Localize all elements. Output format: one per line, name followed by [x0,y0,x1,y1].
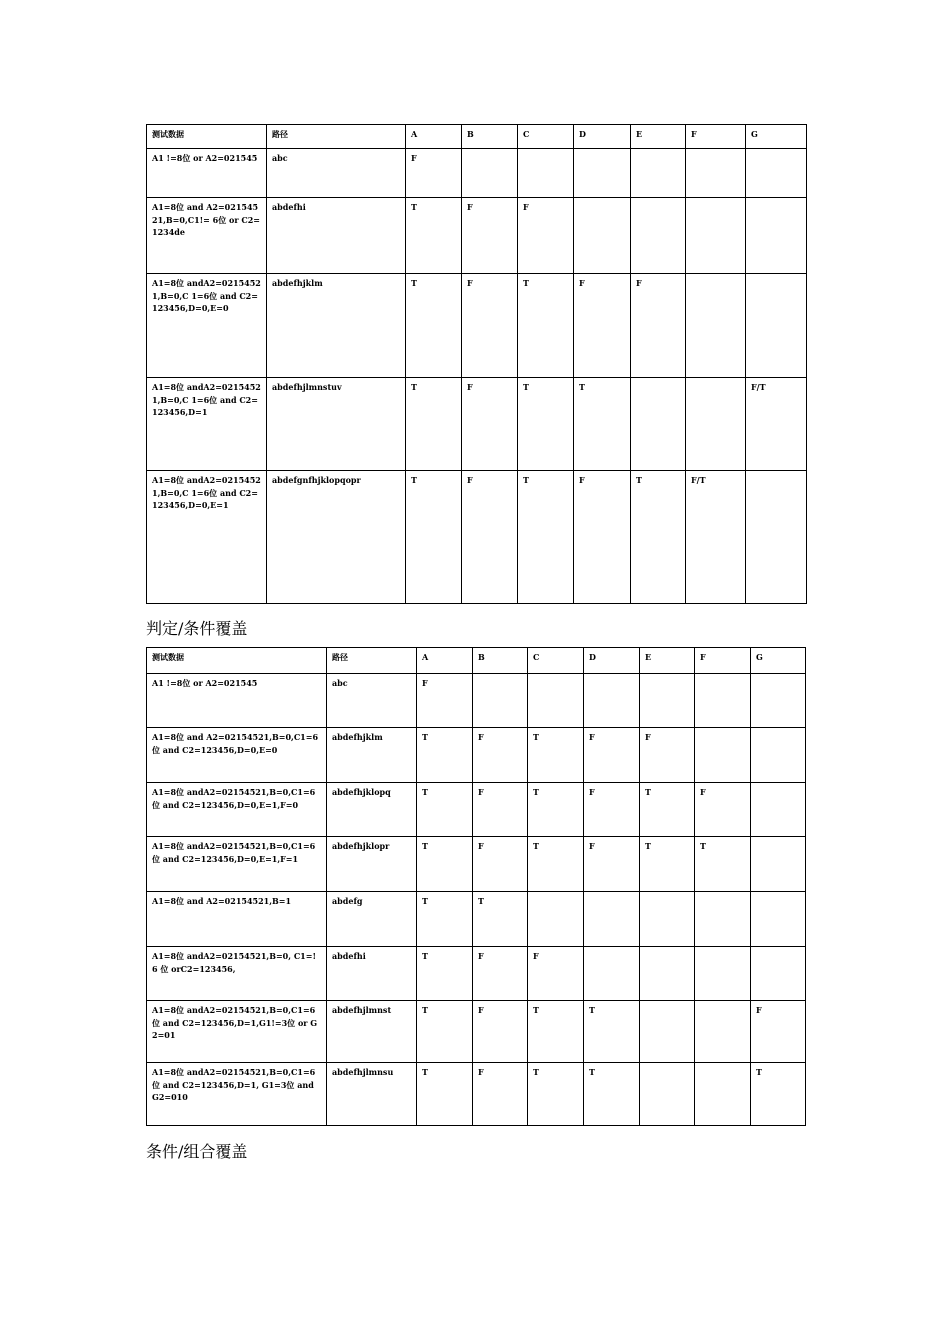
cell-g [746,198,807,274]
cell-b: T [473,892,528,947]
cell-e [640,674,695,728]
cell-g [746,471,807,604]
table-row [147,674,806,728]
cell-b: F [462,274,518,378]
cell-path: abdefhi [327,947,417,1001]
table-row [147,378,807,471]
cell-e [640,947,695,1001]
cell-test-data: A1=8位 andA2=02154521,B=0,C 1=6位 and C2=123456,D=1 [147,378,267,471]
header-cell-e: E [631,125,686,149]
header-cell-a: A [406,125,462,149]
cell-d: F [584,728,640,783]
cell-path: abc [267,149,406,198]
cell-g [751,947,806,1001]
header-cell-test-data: 测试数据 [147,125,267,149]
cell-path: abdefhjlmnstuv [267,378,406,471]
cell-e [631,149,686,198]
cell-c: T [518,471,574,604]
cell-d [584,674,640,728]
cell-test-data: A1=8位 and A2=02154521,B=1 [147,892,327,947]
table-row [147,837,806,892]
cell-e [631,198,686,274]
cell-c: T [518,274,574,378]
cell-a: T [406,274,462,378]
table-row [147,198,807,274]
cell-a: T [406,198,462,274]
cell-b: F [473,947,528,1001]
cell-a: F [417,674,473,728]
cell-f [686,378,746,471]
header-cell-path: 路径 [267,125,406,149]
cell-e: T [631,471,686,604]
cell-d [574,198,631,274]
cell-g [751,728,806,783]
cell-e: T [640,783,695,837]
caption-condition-combination-coverage: 条件/组合覆盖 [146,1142,248,1161]
cell-test-data: A1=8位 andA2=02154521,B=0,C 1=6位 and C2=123456,D=0,E=1 [147,471,267,604]
header-cell-test-data: 测试数据 [147,648,327,674]
cell-b: F [473,837,528,892]
header-cell-f: F [686,125,746,149]
cell-g [751,783,806,837]
cell-f [686,274,746,378]
header-cell-b: B [462,125,518,149]
header-cell-c: C [528,648,584,674]
cell-f [695,674,751,728]
cell-d [584,892,640,947]
table-row [147,892,806,947]
cell-d: T [574,378,631,471]
cell-d: F [584,783,640,837]
cell-d: T [584,1063,640,1126]
cell-path: abdefhjklopq [327,783,417,837]
cell-test-data: A1=8位 and A2=02154521,B=0,C1!= 6位 or C2=1234de [147,198,267,274]
cell-a: T [417,1063,473,1126]
cell-f [686,198,746,274]
cell-c [528,674,584,728]
cell-path: abdefhjklm [267,274,406,378]
header-row [147,125,807,149]
table-row [147,947,806,1001]
cell-c: T [528,1001,584,1063]
cell-b: F [462,378,518,471]
header-cell-b: B [473,648,528,674]
cell-g [746,274,807,378]
cell-g: F/T [746,378,807,471]
header-cell-g: G [746,125,807,149]
cell-e: T [640,837,695,892]
cell-g: F [751,1001,806,1063]
cell-b: F [462,198,518,274]
table-row [147,783,806,837]
cell-e [640,1063,695,1126]
cell-c: T [528,837,584,892]
cell-f [686,149,746,198]
cell-a: T [417,783,473,837]
cell-test-data: A1 !=8位 or A2=021545 [147,674,327,728]
cell-e: F [631,274,686,378]
cell-c: T [528,1063,584,1126]
cell-test-data: A1=8位 andA2=02154521,B=0,C1=6 位 and C2=123456,D=1, G1=3位 and G2=010 [147,1063,327,1126]
cell-path: abdefg [327,892,417,947]
cell-d: F [584,837,640,892]
cell-e [640,1001,695,1063]
cell-a: T [417,947,473,1001]
caption-decision-condition-coverage: 判定/条件覆盖 [146,619,248,638]
cell-d: F [574,471,631,604]
cell-g [751,674,806,728]
cell-test-data: A1=8位 andA2=02154521,B=0,C1=6 位 and C2=123456,D=1,G1!=3位 or G2=01 [147,1001,327,1063]
cell-b: F [473,728,528,783]
cell-c: T [528,728,584,783]
cell-a: T [417,837,473,892]
header-cell-a: A [417,648,473,674]
table-row [147,274,807,378]
cell-test-data: A1=8位 andA2=02154521,B=0,C1=6 位 and C2=123456,D=0,E=1,F=0 [147,783,327,837]
cell-c: T [518,378,574,471]
header-cell-f: F [695,648,751,674]
cell-e [631,378,686,471]
header-cell-e: E [640,648,695,674]
header-cell-d: D [574,125,631,149]
cell-d: F [574,274,631,378]
header-cell-g: G [751,648,806,674]
cell-path: abc [327,674,417,728]
cell-path: abdefgnfhjklopqopr [267,471,406,604]
cell-c: F [528,947,584,1001]
cell-f [695,728,751,783]
cell-path: abdefhjlmnst [327,1001,417,1063]
cell-path: abdefhjklm [327,728,417,783]
decision-condition-coverage-table [146,124,807,604]
cell-c: T [528,783,584,837]
cell-test-data: A1=8位 andA2=02154521,B=0, C1=!6 位 orC2=123456, [147,947,327,1001]
cell-a: T [417,1001,473,1063]
table-row [147,1001,806,1063]
cell-c [528,892,584,947]
cell-c: F [518,198,574,274]
cell-b: F [473,1063,528,1126]
cell-g [751,837,806,892]
cell-path: abdefhi [267,198,406,274]
cell-a: T [417,728,473,783]
cell-test-data: A1 !=8位 or A2=021545 [147,149,267,198]
cell-a: T [406,471,462,604]
table-row [147,149,807,198]
cell-f: F/T [686,471,746,604]
cell-a: T [417,892,473,947]
cell-f [695,1063,751,1126]
cell-f: T [695,837,751,892]
cell-b [462,149,518,198]
header-cell-c: C [518,125,574,149]
cell-f [695,892,751,947]
cell-g: T [751,1063,806,1126]
header-cell-path: 路径 [327,648,417,674]
cell-e [640,892,695,947]
cell-d: T [584,1001,640,1063]
cell-test-data: A1=8位 andA2=02154521,B=0,C1=6 位 and C2=123456,D=0,E=1,F=1 [147,837,327,892]
cell-g [746,149,807,198]
cell-b [473,674,528,728]
cell-g [751,892,806,947]
header-cell-d: D [584,648,640,674]
condition-combination-coverage-table [146,647,806,1126]
cell-d [584,947,640,1001]
cell-e: F [640,728,695,783]
header-row [147,648,806,674]
cell-c [518,149,574,198]
cell-a: F [406,149,462,198]
cell-d [574,149,631,198]
cell-f [695,1001,751,1063]
cell-path: abdefhjlmnsu [327,1063,417,1126]
table-row [147,1063,806,1126]
cell-test-data: A1=8位 and A2=02154521,B=0,C1=6 位 and C2=123456,D=0,E=0 [147,728,327,783]
cell-b: F [473,1001,528,1063]
cell-b: F [473,783,528,837]
cell-path: abdefhjklopr [327,837,417,892]
cell-b: F [462,471,518,604]
table-row [147,471,807,604]
cell-f: F [695,783,751,837]
cell-test-data: A1=8位 andA2=02154521,B=0,C 1=6位 and C2=123456,D=0,E=0 [147,274,267,378]
cell-f [695,947,751,1001]
table-row [147,728,806,783]
cell-a: T [406,378,462,471]
